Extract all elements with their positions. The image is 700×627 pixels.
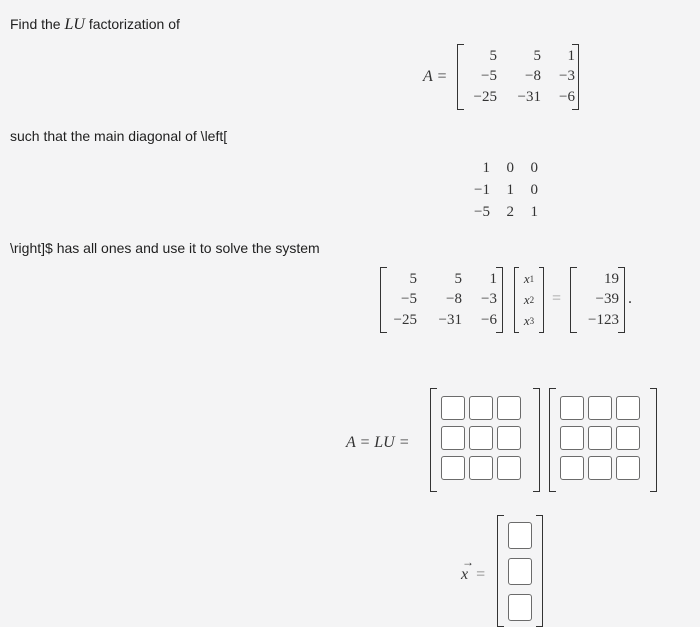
- coeff-entry-21: −5: [401, 291, 417, 308]
- a-entry-22: −8: [525, 68, 541, 85]
- matrix-l: [462, 157, 540, 223]
- unknown-x2: x 2: [523, 291, 535, 307]
- unknown-x1: x 1: [523, 271, 535, 287]
- l-entry-33[interactable]: [497, 456, 521, 480]
- rhs-vector: [570, 267, 625, 333]
- u-entry-12[interactable]: [588, 396, 612, 420]
- rhs-entry-2: −39: [595, 291, 619, 308]
- unknown-x3: x 3: [523, 312, 535, 328]
- a-entry-21: −5: [481, 68, 497, 85]
- coeff-entry-22: −8: [446, 291, 462, 308]
- u-answer-matrix: [549, 388, 657, 492]
- l-answer-matrix: [430, 388, 540, 492]
- system-equals: =: [552, 290, 562, 307]
- problem-statement: Find the LU factorization of: [10, 16, 180, 33]
- l-entry-11[interactable]: [441, 396, 465, 420]
- l-entry-13: 0: [530, 159, 538, 176]
- a-entry-11: 5: [489, 47, 497, 64]
- l-entry-21[interactable]: [441, 426, 465, 450]
- l-entry-12[interactable]: [469, 396, 493, 420]
- x-entry-1[interactable]: [508, 522, 532, 549]
- x-entry-3[interactable]: [508, 594, 532, 621]
- diagonal-text: such that the main diagonal of \left[: [10, 128, 228, 144]
- system-coefficient-matrix: [380, 267, 503, 333]
- a-equals-lu-label: A = LU =: [346, 434, 410, 451]
- l-entry-23[interactable]: [497, 426, 521, 450]
- a-entry-32: −31: [517, 89, 541, 106]
- a-entry-13: 1: [567, 47, 575, 64]
- l-entry-11: 1: [482, 159, 490, 176]
- system-text: \right]$ has all ones and use it to solve the system: [10, 240, 320, 256]
- x-entry-2[interactable]: [508, 558, 532, 585]
- rhs-entry-1: 19: [604, 270, 619, 287]
- unknowns-vector: [514, 267, 544, 333]
- l-entry-31: −5: [474, 203, 490, 220]
- a-entry-12: 5: [533, 47, 541, 64]
- u-entry-11[interactable]: [560, 396, 584, 420]
- l-entry-23: 0: [530, 181, 538, 198]
- x-answer-vector: [497, 515, 543, 627]
- coeff-entry-13: 1: [489, 270, 497, 287]
- rhs-entry-3: −123: [588, 312, 619, 329]
- l-entry-12: 0: [506, 159, 514, 176]
- coeff-entry-32: −31: [438, 312, 462, 329]
- matrix-a: [457, 44, 579, 110]
- coeff-entry-31: −25: [393, 312, 417, 329]
- u-entry-31[interactable]: [560, 456, 584, 480]
- u-entry-23[interactable]: [616, 426, 640, 450]
- l-entry-21: −1: [474, 181, 490, 198]
- coeff-entry-12: 5: [454, 270, 462, 287]
- a-equals-label: A =: [423, 68, 448, 85]
- coeff-entry-33: −6: [481, 312, 497, 329]
- l-entry-31[interactable]: [441, 456, 465, 480]
- a-entry-23: −3: [559, 68, 575, 85]
- a-entry-31: −25: [473, 89, 497, 106]
- u-entry-32[interactable]: [588, 456, 612, 480]
- l-entry-22[interactable]: [469, 426, 493, 450]
- u-entry-21[interactable]: [560, 426, 584, 450]
- x-vector-label: → x =: [461, 555, 486, 583]
- coeff-entry-11: 5: [409, 270, 417, 287]
- l-entry-22: 1: [506, 181, 514, 198]
- u-entry-13[interactable]: [616, 396, 640, 420]
- a-entry-33: −6: [559, 89, 575, 106]
- l-entry-33: 1: [530, 203, 538, 220]
- u-entry-33[interactable]: [616, 456, 640, 480]
- coeff-entry-23: −3: [481, 291, 497, 308]
- u-entry-22[interactable]: [588, 426, 612, 450]
- period: .: [628, 290, 632, 307]
- l-entry-32: 2: [506, 203, 514, 220]
- l-entry-13[interactable]: [497, 396, 521, 420]
- l-entry-32[interactable]: [469, 456, 493, 480]
